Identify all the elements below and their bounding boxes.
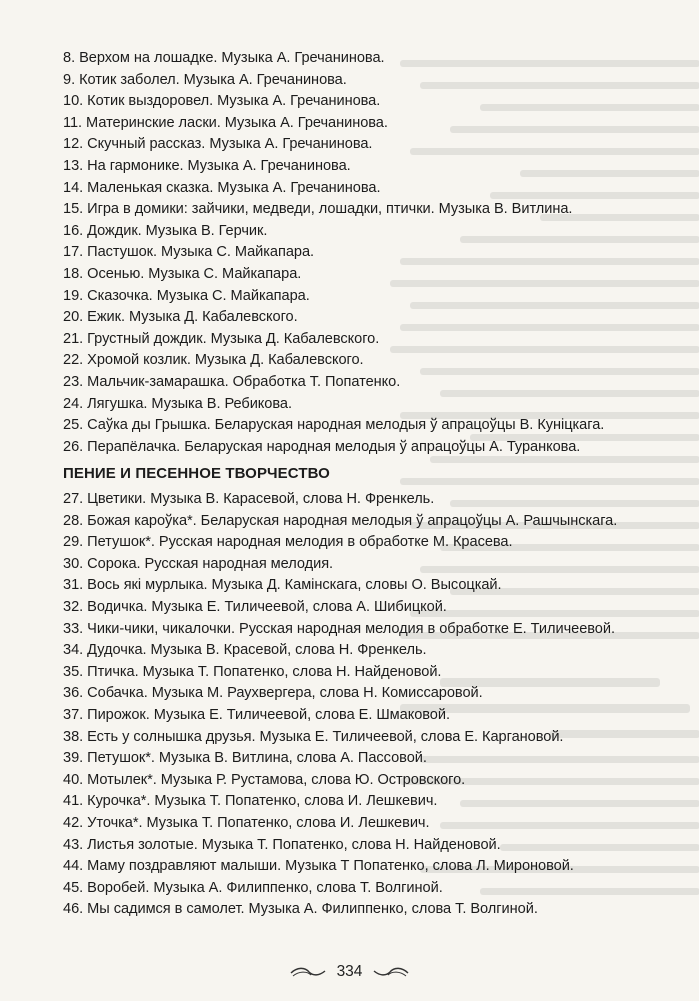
list-item: 27. Цветики. Музыка В. Карасевой, слова Н. Френкель. [63, 491, 435, 507]
list-item: 20. Ежик. Музыка Д. Кабалевского. [63, 309, 298, 326]
list-item: 25. Саўка ды Грышка. Беларуская народная мелодыя ў апрацоўцы В. Куніцкага. [63, 417, 605, 434]
list-item: 15. Игра в домики: зайчики, медведи, лошадки, птички. Музыка В. Витлина. [63, 201, 573, 218]
list-item: 44. Маму поздравляют малыши. Музыка Т Попатенко, слова Л. Мироновой. [63, 858, 574, 875]
list-item: 26. Перапёлачка. Беларуская народная мелодыя ў апрацоўцы А. Туранкова. [63, 438, 581, 455]
list-item: 30. Сорока. Русская народная мелодия. [63, 555, 334, 572]
list-item: 8. Верхом на лошадке. Музыка А. Гречанинова. [63, 50, 385, 66]
list-item: 24. Лягушка. Музыка В. Ребикова. [63, 395, 292, 412]
list-item: 16. Дождик. Музыка В. Герчик. [63, 222, 268, 239]
list-item: 11. Материнские ласки. Музыка А. Гречанинова. [63, 114, 388, 131]
list-item: 42. Уточка*. Музыка Т. Попатенко, слова И. Лешкевич. [63, 814, 430, 831]
list-item: 36. Собачка. Музыка М. Раухвергера, слова Н. Комиссаровой. [63, 685, 483, 702]
list-item: 22. Хромой козлик. Музыка Д. Кабалевского. [63, 352, 364, 369]
list-item: 28. Божая кароўка*. Беларуская народная мелодыя ў апрацоўцы А. Рашчынскага. [63, 512, 618, 529]
list-item: 32. Водичка. Музыка Е. Тиличеевой, слова А. Шибицкой. [63, 598, 447, 615]
singing-list [63, 489, 617, 921]
list-item: 38. Есть у солнышка друзья. Музыка Е. Тиличеевой, слова Е. Каргановой. [63, 728, 564, 745]
list-item: 31. Вось які мурлыка. Музыка Д. Камінскага, словы О. Высоцкай. [63, 577, 502, 594]
list-item: 21. Грустный дождик. Музыка Д. Кабалевского. [63, 330, 380, 347]
list-item: 29. Петушок*. Русская народная мелодия в обработке М. Красева. [63, 534, 513, 551]
list-item: 34. Дудочка. Музыка В. Красевой, слова Н. Френкель. [63, 642, 427, 659]
list-item: 23. Мальчик-замарашка. Обработка Т. Попатенко. [63, 373, 401, 390]
list-item: 40. Мотылек*. Музыка Р. Рустамова, слова Ю. Островского. [63, 771, 466, 788]
page-footer [0, 960, 699, 984]
list-item: 41. Курочка*. Музыка Т. Попатенко, слова И. Лешкевич. [63, 793, 438, 810]
right-ornament-icon [372, 965, 410, 979]
list-item: 39. Петушок*. Музыка В. Витлина, слова А. Пассовой. [63, 750, 427, 767]
list-item: 17. Пастушок. Музыка С. Майкапара. [63, 244, 315, 261]
list-item: 37. Пирожок. Музыка Е. Тиличеевой, слова Е. Шмаковой. [63, 706, 450, 723]
list-item: 19. Сказочка. Музыка С. Майкапара. [63, 287, 310, 304]
list-item: 33. Чики-чики, чикалочки. Русская народная мелодия в обработке Е. Тиличеевой. [63, 620, 615, 637]
list-item: 35. Птичка. Музыка Т. Попатенко, слова Н. Найденовой. [63, 663, 442, 680]
list-item: 18. Осенью. Музыка С. Майкапара. [63, 265, 302, 282]
list-item: 9. Котик заболел. Музыка А. Гречанинова. [63, 71, 347, 88]
list-item: 14. Маленькая сказка. Музыка А. Гречанинова. [63, 179, 381, 196]
list-item: 10. Котик выздоровел. Музыка А. Гречанинова. [63, 93, 381, 110]
list-item: 46. Мы садимся в самолет. Музыка А. Филиппенко, слова Т. Волгиной. [63, 901, 538, 918]
listening-list [63, 48, 604, 458]
list-item: 43. Листья золотые. Музыка Т. Попатенко, слова Н. Найденовой. [63, 836, 501, 853]
section-heading: ПЕНИЕ И ПЕСЕННОЕ ТВОРЧЕСТВО [63, 465, 330, 482]
list-item: 13. На гармонике. Музыка А. Гречанинова. [63, 157, 351, 174]
left-ornament-icon [289, 965, 327, 979]
list-item: 45. Воробей. Музыка А. Филиппенко, слова Т. Волгиной. [63, 879, 443, 896]
list-item: 12. Скучный рассказ. Музыка А. Гречанинова. [63, 136, 373, 153]
page-number: 334 [336, 963, 363, 980]
